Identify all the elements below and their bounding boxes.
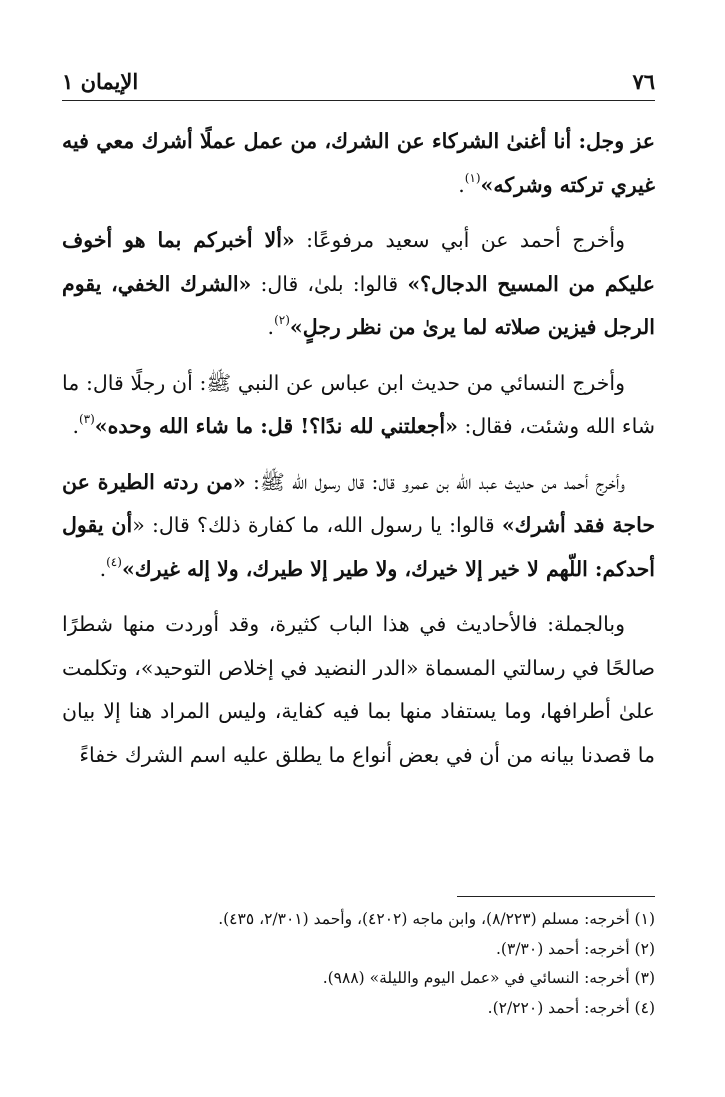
footnote-ref-3: (٣) [78,412,95,426]
footnote-2: (٢) أخرجه: أحمد (٣/٣٠). [496,939,655,958]
footnote-3: (٣) أخرجه: النسائي في «عمل اليوم والليلة» (٩٨٨). [322,969,655,987]
paragraph-3 [62,362,655,449]
header-divider [62,100,655,101]
paragraph-end: . [267,315,275,339]
footnote-ref-4: (٤) [106,554,122,569]
hadith-quote: أن يقول أحدكم: اللّهم لا خير إلا خيرك، ولا طير إلا طيرك، ولا إله غيرك» [62,513,655,581]
footnote-ref-2: (٢) [274,313,290,327]
footnotes [62,905,655,1023]
hadith-text: عز وجل: أنا أغنىٰ الشركاء عن الشرك، من عمل عملًا أشرك معي فيه غيري تركته وشركه» [62,129,655,197]
narration-text: قالوا: يا رسول الله، ما كفارة ذلك؟ قال: « [132,513,502,537]
hadith-quote: «أجعلتني لله ندًا؟! قل: ما شاء الله وحده» [94,414,458,438]
paragraph-5 [62,603,655,777]
page-number: ٧٦ [632,69,655,94]
paragraph-1 [62,120,655,207]
running-title: الإيمان ١ [62,69,139,94]
footnote-divider [457,896,655,897]
paragraph-4 [62,461,655,592]
narration-intro: وأخرج النسائي من حديث ابن عباس عن النبي ﷺ: أن رجلًا قال: ما شاء الله وشئت، فقال: [62,370,655,438]
page-header [62,60,655,94]
paragraph-2 [62,219,655,350]
hadith-quote: «من ردته الطيرة عن حاجة فقد أشرك» [62,469,655,537]
hadith-quote: «ألا أخبركم بما هو أخوف عليكم من المسيح الدجال؟» [62,228,655,296]
paragraph-end: . [458,172,465,197]
paragraph-end: . [72,414,79,438]
hadith-quote: «الشرك الخفي، يقوم الرجل فيزين صلاته لما يرىٰ من نظر رجلٍ» [62,271,655,339]
footnote-1: (١) أخرجه: مسلم (٨/٢٢٣)، وابن ماجه (٤٢٠٢)، وأحمد (٢/٣٠١، ٤٣٥). [218,910,655,928]
narration-text: قالوا: بلىٰ، قال: [251,271,408,296]
narration-intro: وأخرج أحمد من حديث عبد الله بن عمرو قال: قال رسول الله ﷺ: [245,469,625,494]
narration-intro: وأخرج أحمد عن أبي سعيد مرفوعًا: [294,228,626,252]
footnote-ref-1: (١) [464,170,481,185]
main-text [62,120,655,789]
footnote-4: (٤) أخرجه: أحمد (٢/٢٢٠). [487,998,655,1017]
paragraph-end: . [99,556,107,581]
paragraph-text: وبالجملة: فالأحاديث في هذا الباب كثيرة، وقد أوردت منها شطرًا صالحًا في رسالتي المسماة «الدر النضيد في إخلاص التوحيد»، وتكلمت علىٰ أطرافها، وما يستفاد منها بما فيه كفاية، وليس المراد هنا إلا بيان ما قصدنا بيانه من أن في بعض أنواع ما يطلق عليه اسم الشرك خفاءً [62,612,655,767]
